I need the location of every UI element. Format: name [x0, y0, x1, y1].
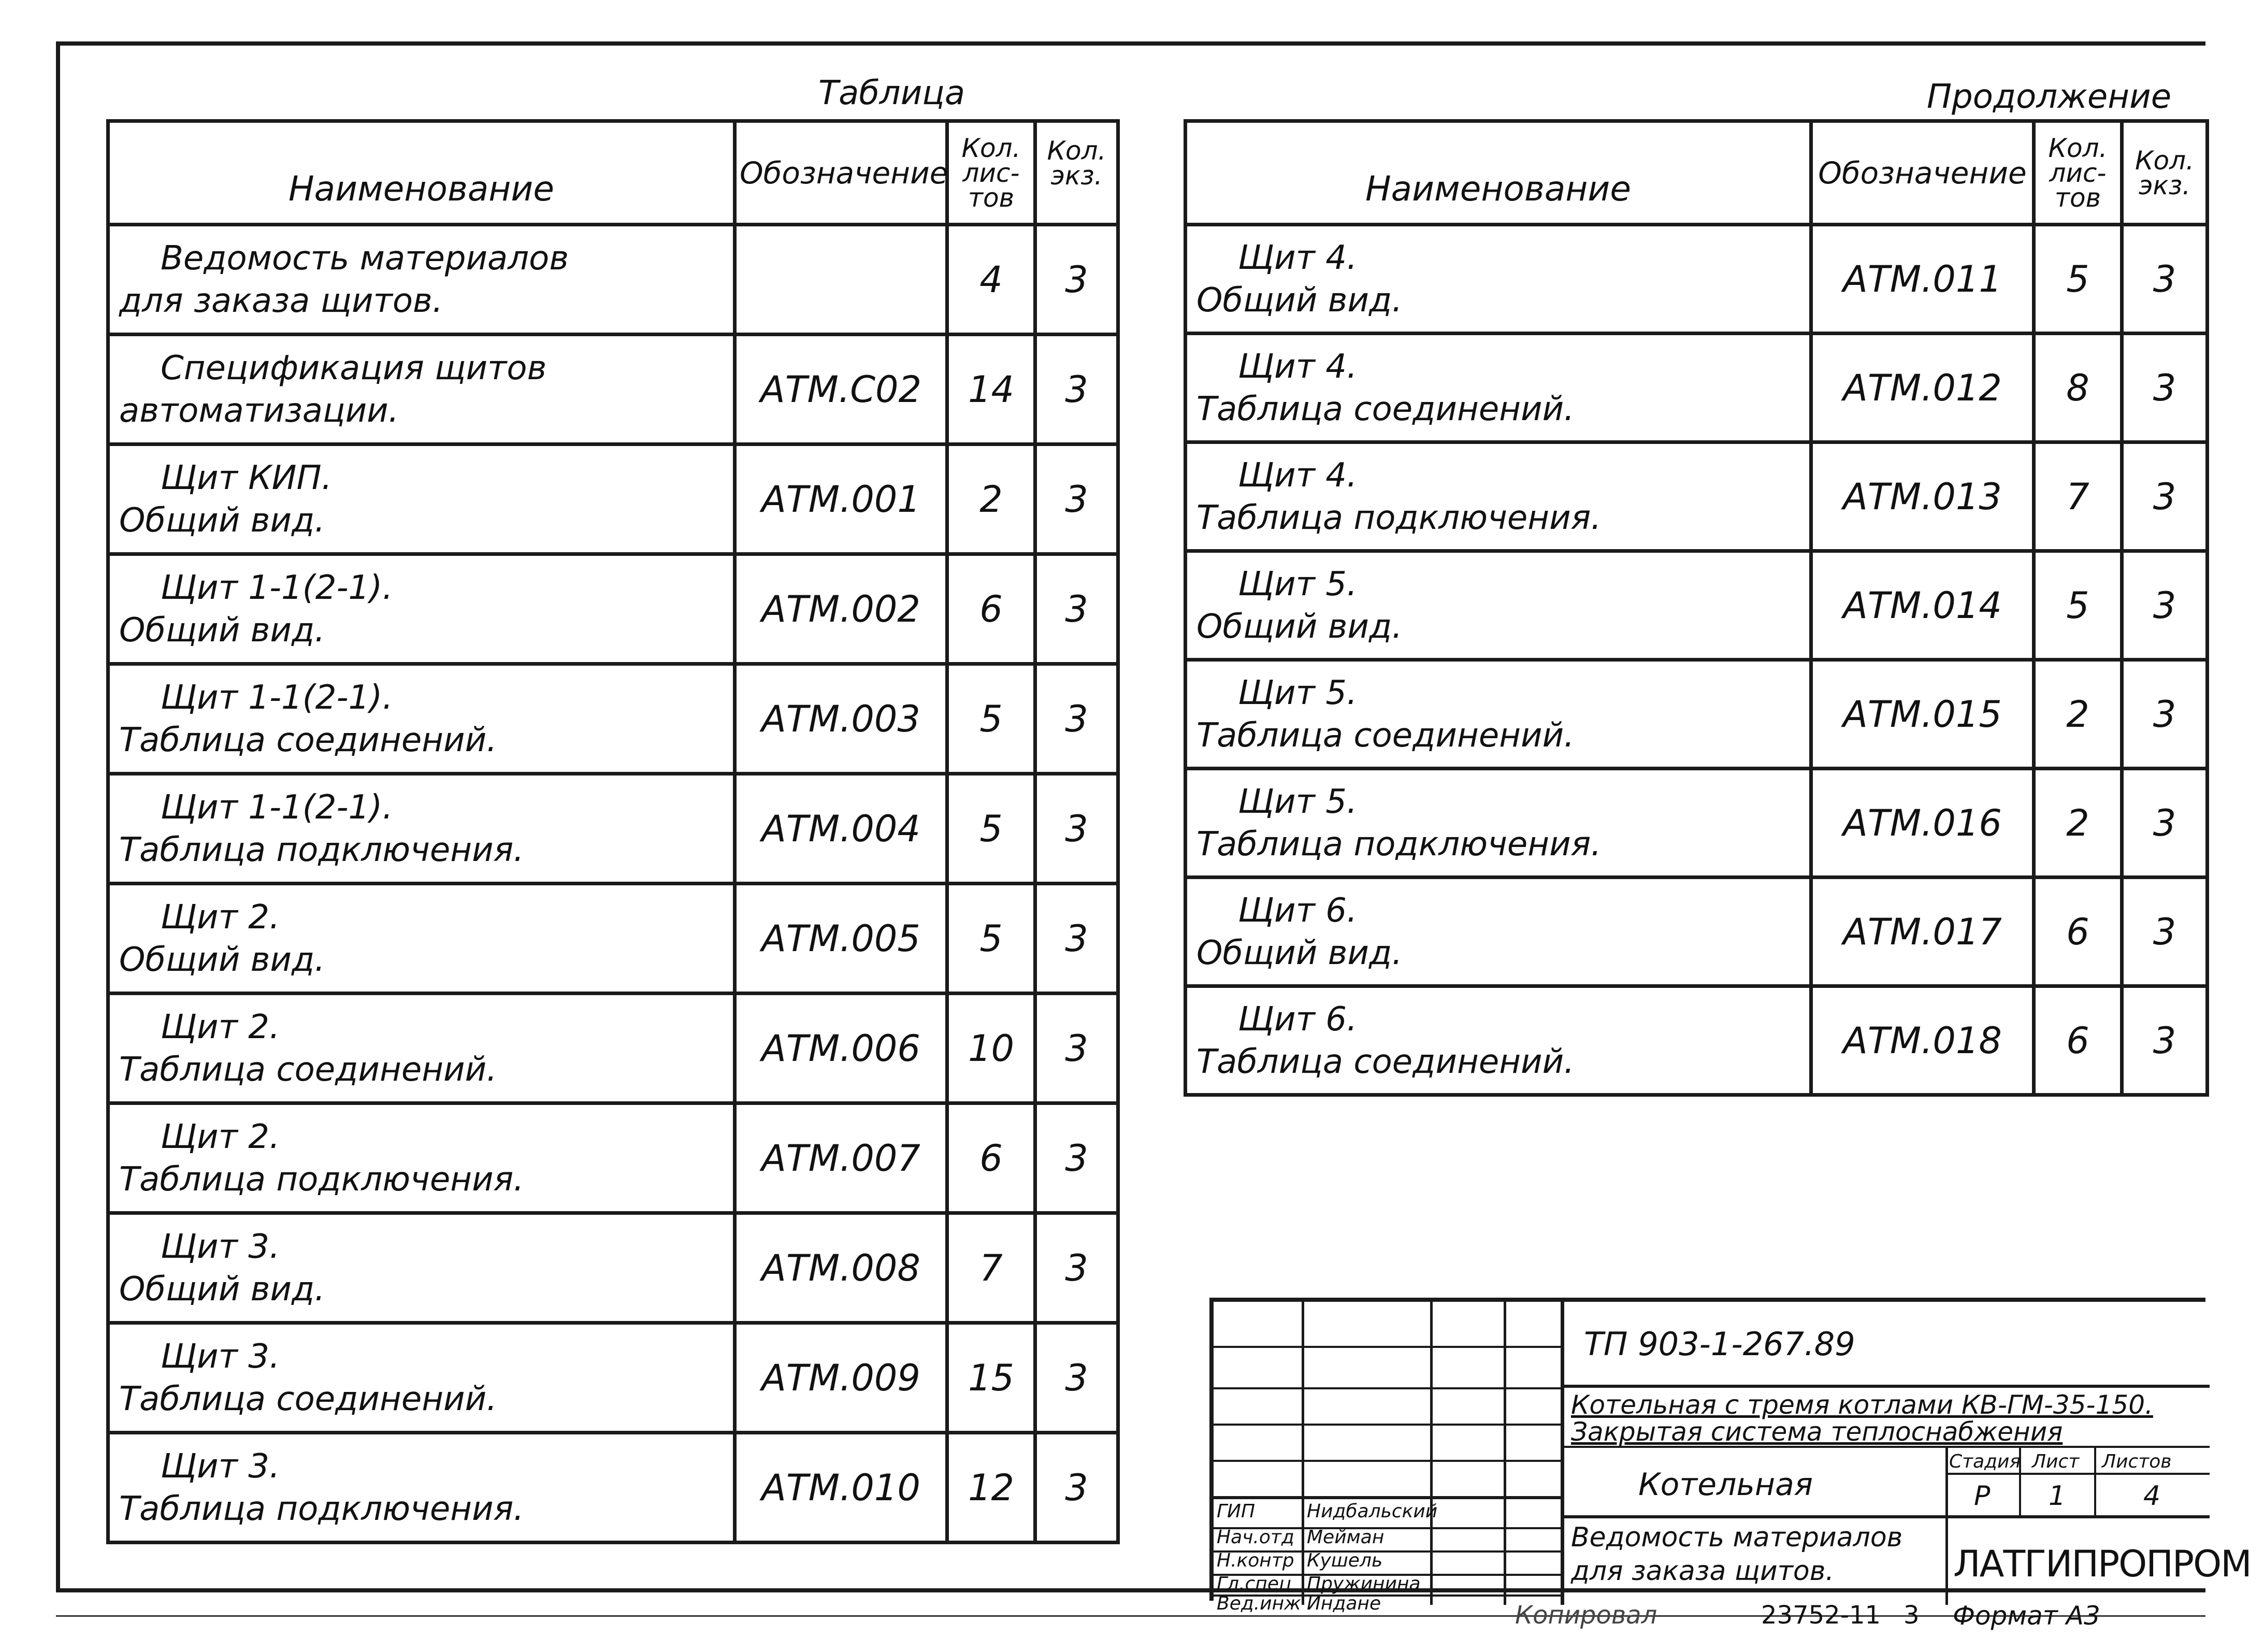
row-name-line-2: Таблица подключения.: [1196, 498, 1602, 537]
row-name-line-1: Спецификация щитов: [161, 349, 547, 387]
row-name: [1186, 225, 1811, 334]
row-copies: 3: [1035, 994, 1118, 1103]
right-table-body: [1186, 225, 2208, 1095]
row-name-line-1: Щит 1-1(2-1).: [161, 678, 393, 717]
table-row: [1186, 334, 2208, 442]
staff-role: ГИП: [1217, 1501, 1256, 1522]
table-row: [1186, 442, 2208, 551]
row-designation: АТМ.010: [735, 1433, 947, 1543]
header-name: Наименование: [1186, 121, 1811, 225]
left-table-body: [108, 225, 1118, 1543]
row-copies: 3: [1035, 884, 1118, 994]
row-name-line-1: Щит 4.: [1238, 238, 1358, 277]
row-designation: АТМ.013: [1811, 442, 2034, 551]
table-row: [108, 664, 1118, 774]
right-table-caption: Продолжение: [1927, 78, 2172, 116]
right-table: [1184, 119, 2209, 1097]
row-name: [1186, 551, 1811, 660]
row-designation: АТМ.017: [1811, 878, 2034, 986]
row-name: [1186, 334, 1811, 442]
row-name-line-2: Таблица подключения.: [119, 1160, 524, 1199]
row-sheets: 4: [947, 225, 1035, 335]
row-copies: 3: [2122, 986, 2208, 1095]
row-name-line-2: Общий вид.: [119, 1270, 325, 1309]
row-name-line-1: Щит 5.: [1238, 565, 1358, 604]
table-row: [108, 444, 1118, 554]
row-designation: АТМ.012: [1811, 334, 2034, 442]
row-name-line-1: Щит 5.: [1238, 782, 1358, 821]
row-name-line-1: Щит 5.: [1238, 673, 1358, 712]
row-name: [1186, 769, 1811, 878]
row-designation: АТМ.016: [1811, 769, 2034, 878]
row-copies: 3: [2122, 551, 2208, 660]
row-copies: 3: [2122, 442, 2208, 551]
row-name: [108, 1103, 735, 1213]
row-copies: 3: [1035, 225, 1118, 335]
row-name-line-2: Таблица соединений.: [119, 721, 497, 759]
row-name: [108, 225, 735, 335]
staff-name: Кушель: [1307, 1550, 1383, 1571]
row-sheets: 8: [2034, 334, 2122, 442]
row-name-line-2: Общий вид.: [119, 940, 325, 979]
header-designation: Обозначение: [1811, 121, 2034, 225]
row-sheets: 2: [2034, 660, 2122, 769]
row-name: [108, 994, 735, 1103]
row-name: [1186, 442, 1811, 551]
row-designation: АТМ.С02: [735, 335, 947, 444]
object-name: Котельная: [1638, 1467, 1813, 1503]
organization-name: ЛАТГИПРОПРОМ: [1953, 1543, 2251, 1585]
table-row: [108, 1433, 1118, 1543]
staff-role: Вед.инж: [1217, 1593, 1301, 1614]
row-name-line-2: Таблица соединений.: [1196, 390, 1575, 428]
sheet-label: Лист: [2032, 1451, 2080, 1472]
stage-label: Стадия: [1949, 1451, 2021, 1472]
footer-sheet-number: 3: [1904, 1601, 1920, 1630]
row-designation: АТМ.005: [735, 884, 947, 994]
header-sheets: Кол. лис- тов: [2034, 121, 2122, 225]
staff-name: Пружинина: [1307, 1573, 1421, 1594]
row-copies: 3: [2122, 769, 2208, 878]
header-designation: Обозначение: [735, 121, 947, 225]
row-name-line-1: Щит КИП.: [161, 458, 332, 497]
row-name: [108, 664, 735, 774]
staff-role: Нач.отд: [1217, 1527, 1294, 1548]
row-name: [108, 1433, 735, 1543]
row-sheets: 5: [947, 664, 1035, 774]
row-name-line-2: автоматизации.: [119, 391, 399, 430]
table-row: [1186, 225, 2208, 334]
title-block: [1209, 1298, 2251, 1614]
row-name: [108, 1323, 735, 1433]
row-name-line-2: Общий вид.: [1196, 933, 1403, 972]
left-table-caption: Таблица: [818, 74, 965, 112]
row-copies: 3: [2122, 225, 2208, 334]
row-copies: 3: [1035, 1213, 1118, 1323]
table-row: [108, 554, 1118, 664]
row-name: [1186, 660, 1811, 769]
row-name-line-2: Общий вид.: [1196, 281, 1403, 320]
row-name-line-1: Щит 6.: [1238, 891, 1358, 930]
staff-name: Индане: [1307, 1593, 1381, 1614]
table-row: [1186, 986, 2208, 1095]
row-designation: АТМ.001: [735, 444, 947, 554]
row-name-line-2: Таблица соединений.: [1196, 1042, 1575, 1081]
row-copies: 3: [2122, 334, 2208, 442]
row-sheets: 6: [2034, 878, 2122, 986]
row-name-line-2: Общий вид.: [1196, 607, 1403, 646]
row-sheets: 5: [2034, 225, 2122, 334]
row-copies: 3: [1035, 1323, 1118, 1433]
row-copies: 3: [1035, 1433, 1118, 1543]
row-sheets: 6: [947, 1103, 1035, 1213]
row-name: [1186, 986, 1811, 1095]
row-name-line-2: Таблица соединений.: [1196, 716, 1575, 755]
table-row: [108, 335, 1118, 444]
row-name-line-1: Щит 1-1(2-1).: [161, 568, 393, 607]
row-name: [1186, 878, 1811, 986]
doc-number: ТП 903-1-267.89: [1584, 1325, 1855, 1363]
row-designation: [735, 225, 947, 335]
sheets-total-value: 4: [2143, 1481, 2161, 1512]
sheet-value: 1: [2049, 1481, 2066, 1512]
row-designation: АТМ.007: [735, 1103, 947, 1213]
row-designation: АТМ.008: [735, 1213, 947, 1323]
row-name-line-1: Щит 3.: [161, 1337, 280, 1376]
row-name-line-2: для заказа щитов.: [119, 281, 443, 320]
row-sheets: 6: [2034, 986, 2122, 1095]
row-name-line-2: Таблица подключения.: [119, 830, 524, 869]
staff-name: Мейман: [1307, 1527, 1385, 1548]
row-copies: 3: [2122, 660, 2208, 769]
row-sheets: 10: [947, 994, 1035, 1103]
staff-name: Нидбальский: [1307, 1501, 1438, 1522]
row-designation: АТМ.018: [1811, 986, 2034, 1095]
row-sheets: 7: [2034, 442, 2122, 551]
row-name-line-1: Щит 6.: [1238, 1000, 1358, 1039]
row-name-line-2: Общий вид.: [119, 501, 325, 540]
row-name: [108, 554, 735, 664]
row-sheets: 7: [947, 1213, 1035, 1323]
row-sheets: 15: [947, 1323, 1035, 1433]
header-copies: Кол. экз.: [2122, 121, 2208, 225]
row-designation: АТМ.011: [1811, 225, 2034, 334]
doc-title-line-2: для заказа щитов.: [1571, 1556, 1834, 1587]
left-table: [106, 119, 1120, 1544]
row-designation: АТМ.015: [1811, 660, 2034, 769]
row-sheets: 14: [947, 335, 1035, 444]
row-designation: АТМ.004: [735, 774, 947, 884]
table-row: [108, 1213, 1118, 1323]
row-name-line-1: Щит 2.: [161, 898, 280, 937]
row-designation: АТМ.006: [735, 994, 947, 1103]
table-row: [108, 994, 1118, 1103]
row-name: [108, 335, 735, 444]
row-copies: 3: [1035, 335, 1118, 444]
row-name: [108, 884, 735, 994]
row-name: [108, 774, 735, 884]
project-line-1: Котельная с тремя котлами КВ-ГМ-35-150.: [1571, 1390, 2153, 1420]
table-row: [108, 1103, 1118, 1213]
row-sheets: 6: [947, 554, 1035, 664]
row-name-line-1: Щит 2.: [161, 1008, 280, 1046]
stage-value: Р: [1974, 1481, 1991, 1512]
row-name-line-2: Общий вид.: [119, 611, 325, 650]
row-designation: АТМ.014: [1811, 551, 2034, 660]
row-sheets: 12: [947, 1433, 1035, 1543]
row-name-line-1: Щит 4.: [1238, 347, 1358, 386]
row-name-line-1: Щит 3.: [161, 1447, 280, 1486]
row-name-line-1: Щит 1-1(2-1).: [161, 788, 393, 827]
row-name-line-1: Щит 3.: [161, 1227, 280, 1266]
row-name-line-2: Таблица подключения.: [119, 1489, 524, 1528]
staff-role: Н.контр: [1217, 1550, 1294, 1571]
row-name: [108, 1213, 735, 1323]
row-copies: 3: [1035, 554, 1118, 664]
table-row: [1186, 660, 2208, 769]
row-sheets: 5: [947, 884, 1035, 994]
row-sheets: 2: [947, 444, 1035, 554]
header-copies: Кол. экз.: [1035, 121, 1118, 225]
table-row: [108, 884, 1118, 994]
table-row: [1186, 878, 2208, 986]
archive-number: 23752-11: [1761, 1601, 1881, 1630]
row-sheets: 2: [2034, 769, 2122, 878]
row-copies: 3: [2122, 878, 2208, 986]
table-row: [108, 225, 1118, 335]
row-name: [108, 444, 735, 554]
row-name-line-1: Щит 4.: [1238, 456, 1358, 495]
row-designation: АТМ.003: [735, 664, 947, 774]
sheets-label: Листов: [2102, 1451, 2172, 1472]
row-name-line-2: Таблица подключения.: [1196, 825, 1602, 864]
row-name-line-1: Щит 2.: [161, 1117, 280, 1156]
row-name-line-2: Таблица соединений.: [119, 1050, 497, 1089]
row-sheets: 5: [2034, 551, 2122, 660]
staff-role: Гл.спец: [1217, 1573, 1292, 1594]
row-copies: 3: [1035, 1103, 1118, 1213]
row-sheets: 5: [947, 774, 1035, 884]
table-row: [108, 774, 1118, 884]
row-designation: АТМ.002: [735, 554, 947, 664]
table-row: [1186, 551, 2208, 660]
footer-rule: [56, 1615, 2205, 1617]
table-row: [1186, 769, 2208, 878]
row-name-line-2: Таблица соединений.: [119, 1380, 497, 1418]
table-row: [108, 1323, 1118, 1433]
header-name: Наименование: [108, 121, 735, 225]
project-line-2: Закрытая система теплоснабжения: [1571, 1417, 2063, 1447]
row-copies: 3: [1035, 444, 1118, 554]
row-designation: АТМ.009: [735, 1323, 947, 1433]
header-sheets: Кол. лис- тов: [947, 121, 1035, 225]
doc-title-line-1: Ведомость материалов: [1571, 1522, 1903, 1553]
copied-label: Копировал: [1515, 1601, 1657, 1630]
format-label: Формат А3: [1953, 1601, 2100, 1631]
row-copies: 3: [1035, 664, 1118, 774]
row-copies: 3: [1035, 774, 1118, 884]
row-name-line-1: Ведомость материалов: [161, 239, 569, 278]
